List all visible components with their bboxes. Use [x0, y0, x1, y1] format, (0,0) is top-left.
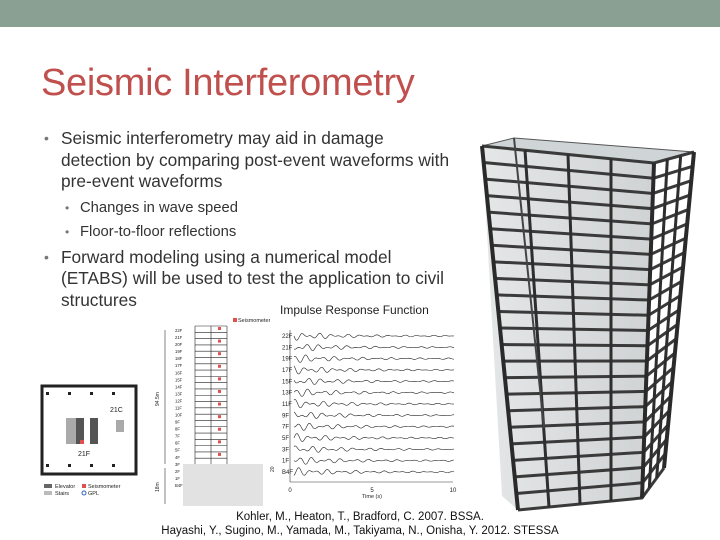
elevation-floor-label: 2F: [175, 468, 180, 474]
x-tick-5: 5: [370, 488, 374, 494]
elevation-legend-seismometer: Seismometer: [238, 318, 270, 324]
trace-line: [294, 399, 454, 407]
seismometer-marker: [218, 352, 221, 355]
trace-line: [294, 446, 454, 452]
trace-label: 7F: [282, 424, 290, 431]
bullet-list: [44, 128, 454, 317]
irf-title: Impulse Response Function: [280, 303, 429, 317]
trace-line: [294, 333, 454, 340]
trace-line: [294, 378, 454, 384]
elevation-floor-label: 21F: [175, 335, 183, 341]
building-frame-image: [474, 128, 704, 523]
trace-line: [294, 412, 454, 419]
seismometer-marker: [218, 377, 221, 380]
trace-line: [294, 423, 454, 430]
elevation-floor-label: 17F: [175, 363, 183, 369]
trace-line: [294, 468, 454, 476]
trace-label: 11F: [282, 402, 292, 408]
sub-bullet-1: • Changes in wave speed: [44, 199, 454, 218]
elevation-floor-label: 15F: [175, 377, 183, 383]
elevation-floor-label: 18F: [175, 356, 183, 362]
trace-line: [294, 434, 454, 442]
top-accent-bar: [0, 0, 720, 27]
elevation-floor-label: 20F: [175, 342, 183, 348]
elevation-floor-label: 14F: [175, 384, 183, 390]
trace-label: 15F: [282, 379, 293, 386]
dim-18m: 18m: [155, 482, 161, 492]
elevation-floor-label: 6F: [175, 440, 180, 446]
seismometer-marker: [218, 327, 221, 330]
x-tick-0: 0: [288, 488, 292, 494]
sub-bullet-2: • Floor-to-floor reflections: [44, 223, 454, 242]
bullet-2: • Forward modeling using a numerical model (ETABS) will be used to test the application to civil structures: [44, 247, 454, 312]
trace-line: [294, 389, 454, 396]
elevation-floor-label: 13F: [175, 391, 183, 397]
irf-plot: [268, 322, 463, 500]
trace-label: 9F: [282, 413, 290, 420]
seismometer-marker: [218, 428, 221, 431]
seismometer-marker: [218, 340, 221, 343]
seismometer-marker: [218, 365, 221, 368]
elevation-floor-label: 5F: [175, 447, 180, 453]
elevation-floor-label: 12F: [175, 398, 183, 404]
elevation-floor-label: 22F: [175, 328, 183, 333]
elevation-floor-label: 7F: [175, 433, 180, 439]
elevation-figure: [155, 314, 270, 514]
y-hint: 20: [270, 466, 276, 472]
elevation-floor-label: 4F: [175, 454, 180, 460]
elevation-floor-label: 3F: [175, 461, 180, 467]
trace-line: [294, 345, 454, 351]
elevation-floor-label: 9F: [175, 419, 180, 425]
elevation-floor-label: 19F: [175, 349, 183, 355]
trace-label: 21F: [282, 345, 293, 352]
seismometer-marker: [218, 403, 221, 406]
elevation-floor-label: 1F: [175, 475, 180, 481]
floor-plan-figure: [38, 380, 138, 510]
elevation-floor-label: 16F: [175, 370, 183, 376]
trace-label: 3F: [282, 447, 290, 454]
elevation-floor-label: 10F: [175, 412, 183, 418]
citation-1: Kohler, M., Heaton, T., Bradford, C. 2007. BSSA.: [236, 511, 484, 523]
bullet-1: • Seismic interferometry may aid in damage detection by comparing post-event waveforms with pre-event waveforms: [44, 128, 454, 193]
trace-line: [294, 366, 454, 374]
trace-label: 19F: [282, 356, 293, 363]
dim-94-5m: 94.5m: [155, 392, 161, 406]
plan-label-21c: 21C: [110, 407, 123, 414]
elevation-floor-label: B4F: [175, 482, 183, 488]
trace-line: [294, 355, 454, 363]
elevation-floor-label: 11F: [175, 405, 182, 411]
legend-elevator: Elevator: [55, 484, 76, 490]
trace-label: 13F: [282, 390, 293, 397]
trace-label: 5F: [282, 436, 290, 442]
legend-stairs: Stairs: [55, 491, 70, 497]
legend-gpl: GPL: [88, 491, 100, 497]
seismometer-marker: [218, 440, 221, 443]
elevation-floor-label: 8F: [175, 426, 180, 432]
slide-title: Seismic Interferometry: [41, 62, 415, 104]
citation-2: Hayashi, Y., Sugino, M., Yamada, M., Takiyama, N., Onisha, Y. 2012. STESSA: [161, 525, 559, 537]
x-axis-label: Time (s): [362, 494, 382, 500]
seismometer-marker: [218, 415, 221, 418]
trace-line: [294, 457, 454, 464]
trace-label: 1F: [282, 458, 290, 465]
seismometer-marker: [218, 453, 221, 456]
seismometer-marker: [218, 390, 221, 393]
trace-label: B4F: [282, 470, 294, 476]
plan-label-21f: 21F: [78, 451, 91, 458]
legend-seismometer: Seismometer: [88, 484, 121, 490]
trace-label: 17F: [282, 368, 293, 374]
x-tick-10: 10: [449, 488, 457, 494]
trace-label: 22F: [282, 334, 293, 340]
